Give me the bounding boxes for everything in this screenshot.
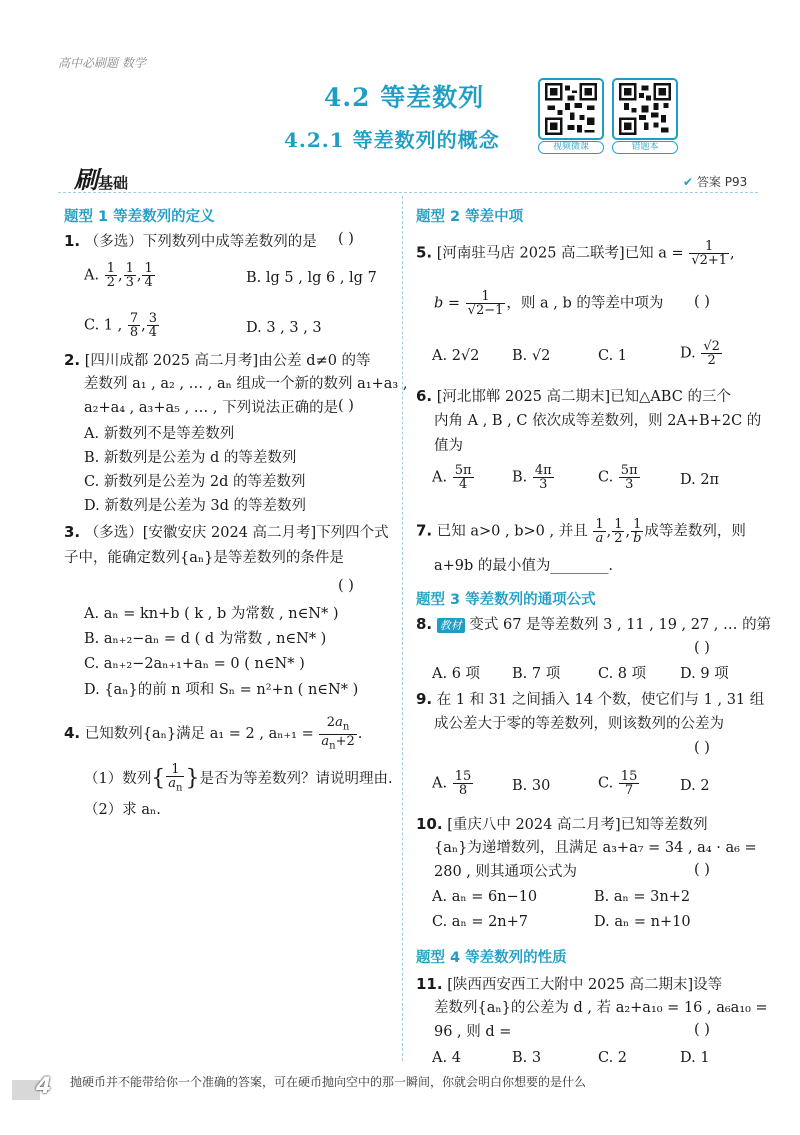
q6-option-c[interactable]: C. $\frac{5\pi}{3}$ xyxy=(598,463,638,492)
q11-line3: 96 , 则 d = xyxy=(434,1024,512,1040)
q3-paren: ( ) xyxy=(338,578,354,594)
q2-number: 2. xyxy=(64,351,81,369)
qr-wrong[interactable] xyxy=(612,78,678,154)
q1-option-a[interactable]: A. $\frac{1}{2}$ , $\frac{1}{3}$ , $\frac{1}{4}$ xyxy=(84,261,153,290)
q2-paren: ( ) xyxy=(338,398,354,414)
section-title-text: 4.2 等差数列 xyxy=(324,83,485,112)
q11-option-a[interactable]: A. 4 xyxy=(432,1050,461,1066)
type3-title: 题型 3 等差数列的通项公式 xyxy=(416,592,596,608)
q5-number: 5. xyxy=(416,243,433,262)
q9-text1: 在 1 和 31 之间插入 14 个数，使它们与 1 , 31 组 xyxy=(436,692,765,708)
q6-option-b[interactable]: B. $\frac{4\pi}{3}$ xyxy=(512,463,552,492)
q2-text1: 由公差 d≠0 的等 xyxy=(258,353,371,369)
q11-option-d[interactable]: D. 1 xyxy=(680,1050,710,1066)
answer-ref[interactable] xyxy=(683,173,747,190)
page-number: 4 xyxy=(36,1074,52,1099)
running-head: 高中必刷题 数学 xyxy=(58,56,146,70)
q2-option-a[interactable]: A. 新数列不是等差数列 xyxy=(84,426,235,442)
q3-option-b[interactable]: B. aₙ₊₂−aₙ = d ( d 为常数 , n∈N* ) xyxy=(84,631,327,647)
q2-line1 xyxy=(64,350,371,371)
answer-ref-text: 答案 P93 xyxy=(696,175,748,189)
q6-option-a[interactable]: A. $\frac{5\pi}{4}$ xyxy=(432,463,472,492)
q1-number: 1. xyxy=(64,232,81,250)
q10-option-a[interactable]: A. aₙ = 6n−10 xyxy=(432,889,538,905)
q11-option-b[interactable]: B. 3 xyxy=(512,1050,542,1066)
q8-number: 8. xyxy=(416,615,433,633)
q10-line1 xyxy=(416,814,708,835)
q11-line2: 差数列{aₙ}的公差为 d , 若 a₂+a₁₀ = 16 , a₆a₁₀ = xyxy=(434,1000,768,1016)
q6-option-d[interactable]: D. 2π xyxy=(680,472,720,488)
q5-option-b[interactable]: B. √2 xyxy=(512,348,551,364)
footer-motto: 抛硬币并不能带给你一个准确的答案，可在硬币抛向空中的那一瞬间，你就会明白你想要的是什么 xyxy=(70,1075,587,1089)
q10-number: 10. xyxy=(416,815,443,833)
qr-video-label: 视频微课 xyxy=(538,141,604,154)
q2-option-b[interactable]: B. 新数列是公差为 d 的等差数列 xyxy=(84,450,297,466)
q9-option-d[interactable]: D. 2 xyxy=(680,778,710,794)
q10-line2: {aₙ}为递增数列，且满足 a₃+a₇ = 34 , a₄ · a₆ = xyxy=(434,840,757,856)
q5-line1: 5. [河南驻马店 2025 高二联考]已知 a = $\frac{1}{√2+1}$ , xyxy=(416,239,735,268)
divider xyxy=(58,192,758,193)
q1-option-d[interactable]: D. 3 , 3 , 3 xyxy=(246,320,322,336)
q11-line1 xyxy=(416,974,722,995)
q6-text1: 已知△ABC 的三个 xyxy=(610,389,731,405)
q9-line1 xyxy=(416,689,764,710)
q1-text: （多选）下列数列中成等差数列的是 xyxy=(84,234,317,250)
q9-option-c[interactable]: C. $\frac{15}{7}$ xyxy=(598,769,638,798)
q10-option-c[interactable]: C. aₙ = 2n+7 xyxy=(432,914,529,930)
q10-source: [重庆八中 2024 高二月考] xyxy=(447,817,621,833)
q8-text1: 变式 67 是等差数列 3 , 11 , 19 , 27 , … 的第 xyxy=(469,617,772,633)
q3-option-c[interactable]: C. aₙ₊₂−2aₙ₊₁+aₙ = 0 ( n∈N* ) xyxy=(84,656,305,672)
q6-line3: 值为 xyxy=(434,438,463,454)
q3-option-d[interactable]: D. {aₙ}的前 n 项和 Sₙ = n²+n ( n∈N* ) xyxy=(84,682,359,698)
q4-part1: （1）数列{ $\frac{1}{a_n}$ }是否为等差数列？请说明理由. xyxy=(84,762,393,794)
q9-option-b[interactable]: B. 30 xyxy=(512,778,551,794)
q5-text1: 已知 a = xyxy=(624,245,684,262)
q5-source: [河南驻马店 2025 高二联考] xyxy=(436,245,625,262)
brand-char: 刷 xyxy=(74,165,98,194)
q8-paren: ( ) xyxy=(694,640,710,656)
q10-line3: 280 , 则其通项公式为 xyxy=(434,864,578,880)
type2-title: 题型 2 等差中项 xyxy=(416,209,524,225)
q9-option-a[interactable]: A. $\frac{15}{8}$ xyxy=(432,769,472,798)
q8-option-c[interactable]: C. 8 项 xyxy=(598,666,647,682)
q4-part1-b: 是否为等差数列？请说明理由. xyxy=(199,770,393,787)
brand-sub: 基础 xyxy=(98,174,129,192)
q11-option-c[interactable]: C. 2 xyxy=(598,1050,628,1066)
q2-option-c[interactable]: C. 新数列是公差为 2d 的等差数列 xyxy=(84,474,306,490)
q5-text2: ，则 a , b 的等差中项为 xyxy=(506,295,664,312)
q11-source: [陕西西安西工大附中 2025 高二期末] xyxy=(447,977,694,993)
type4-title: 题型 4 等差数列的性质 xyxy=(416,950,567,966)
q7-text1a: 已知 a>0 , b>0 , 并且 xyxy=(436,523,588,540)
q3-option-a[interactable]: A. aₙ = kn+b ( k , b 为常数 , n∈N* ) xyxy=(84,606,339,622)
q4-line1: 4. 已知数列{aₙ}满足 a₁ = 2 , aₙ₊₁ = $\frac{2a_n}{a_n+2}$ . xyxy=(64,715,363,752)
q11-number: 11. xyxy=(416,975,443,993)
qr-code-icon xyxy=(612,78,678,140)
q3-number: 3. xyxy=(64,523,81,541)
q2-option-d[interactable]: D. 新数列是公差为 3d 的等差数列 xyxy=(84,498,307,514)
q9-number: 9. xyxy=(416,690,433,708)
q10-option-d[interactable]: D. aₙ = n+10 xyxy=(594,914,691,930)
check-icon: ✔ xyxy=(683,175,694,189)
q8-option-d[interactable]: D. 9 项 xyxy=(680,666,729,682)
q1-option-c[interactable]: C. 1 , $\frac{7}{8}$ , $\frac{3}{4}$ xyxy=(84,311,158,340)
q11-paren: ( ) xyxy=(694,1022,710,1038)
q4-part2: （2）求 aₙ. xyxy=(84,802,161,818)
q3-line1 xyxy=(64,522,389,543)
q10-paren: ( ) xyxy=(694,862,710,878)
q8-option-a[interactable]: A. 6 项 xyxy=(432,666,481,682)
textbook-tag: 教材 xyxy=(437,618,465,633)
q4-part1-a: （1）数列 xyxy=(84,770,152,787)
subsection-title: 4.2.1 等差数列的概念 xyxy=(284,128,500,152)
q4-number: 4. xyxy=(64,724,81,743)
q6-source: [河北邯郸 2025 高二期末] xyxy=(436,389,611,405)
section-title xyxy=(324,78,484,114)
type1-title: 题型 1 等差数列的定义 xyxy=(64,209,215,225)
q3-text1: 下列四个式 xyxy=(316,525,389,541)
q1-paren: ( ) xyxy=(338,231,354,247)
q3-line2: 子中，能确定数列{aₙ}是等差数列的条件是 xyxy=(64,550,344,566)
q5-line2: b = $\frac{1}{√2-1}$ ，则 a , b 的等差中项为 xyxy=(434,289,664,318)
q7-line2: a+9b 的最小值为________. xyxy=(434,558,614,574)
q4-text1: 已知数列{aₙ}满足 a₁ = 2 , aₙ₊₁ = xyxy=(84,726,314,743)
q3-source: （多选）[安徽安庆 2024 高二月考] xyxy=(84,525,317,541)
q5-option-d[interactable]: D. $\frac{√2}{2}$ xyxy=(680,339,720,368)
q7-text1b: 成等差数列，则 xyxy=(644,523,746,540)
q11-text1: 设等 xyxy=(693,977,723,993)
q7-number: 7. xyxy=(416,521,433,540)
q7-line1: 7. 已知 a>0 , b>0 , 并且 $\frac{1}{a}$ , $\frac{1}{2}$ , $\frac{1}{b}$ 成等差数列，则 xyxy=(416,517,746,546)
qr-video[interactable] xyxy=(538,78,604,154)
q8-option-b[interactable]: B. 7 项 xyxy=(512,666,561,682)
q6-number: 6. xyxy=(416,387,433,405)
q2-line2: 差数列 a₁ , a₂ , … , aₙ 组成一个新的数列 a₁+a₃ , xyxy=(84,376,408,392)
qr-code-icon xyxy=(538,78,604,140)
q2-line3: a₂+a₄ , a₃+a₅ , … , 下列说法正确的是 xyxy=(84,400,339,416)
q1-stem xyxy=(64,231,317,252)
q6-line1 xyxy=(416,386,731,407)
q5-paren: ( ) xyxy=(694,294,710,310)
q8-line1 xyxy=(416,614,771,635)
brand-label xyxy=(74,160,129,194)
q6-line2: 内角 A , B , C 依次成等差数列，则 2A+B+2C 的 xyxy=(434,413,762,429)
q1-option-b[interactable]: B. lg 5 , lg 6 , lg 7 xyxy=(246,270,377,286)
q10-option-b[interactable]: B. aₙ = 3n+2 xyxy=(594,889,691,905)
q2-source: [四川成都 2025 高二月考] xyxy=(84,353,259,369)
q9-line2: 成公差大于零的等差数列，则该数列的公差为 xyxy=(434,716,724,732)
q10-text1: 已知等差数列 xyxy=(620,817,708,833)
qr-wrong-label: 错题本 xyxy=(612,141,678,154)
q9-paren: ( ) xyxy=(694,740,710,756)
column-divider xyxy=(402,196,403,1061)
q5-option-c[interactable]: C. 1 xyxy=(598,348,628,364)
q5-option-a[interactable]: A. 2√2 xyxy=(432,348,480,364)
